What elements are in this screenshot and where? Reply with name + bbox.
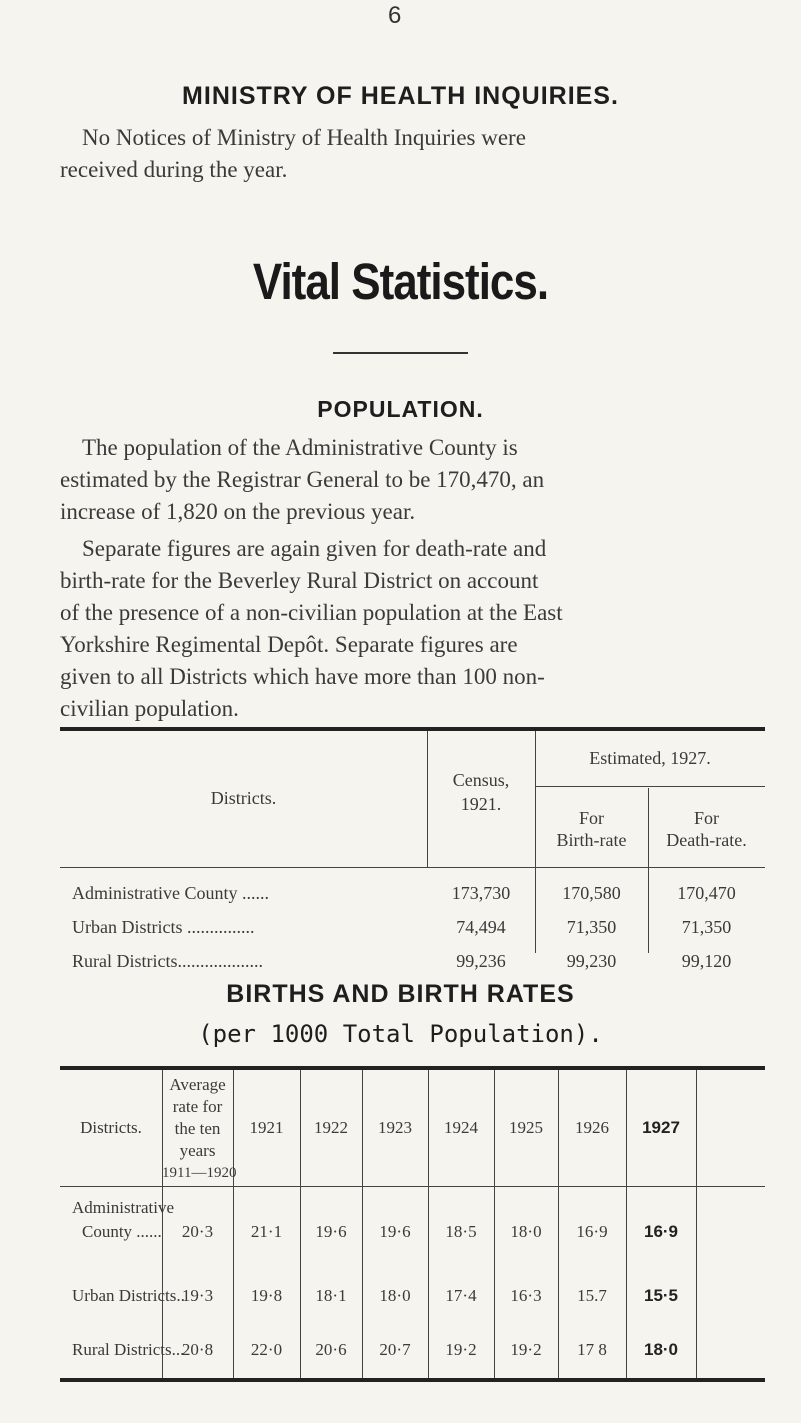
divider	[333, 352, 468, 354]
text-line: Separate figures are again given for death-rate and	[82, 536, 547, 561]
row-district: County ......	[82, 1222, 162, 1241]
row-value: 19·3	[181, 1286, 214, 1305]
row-value: 20·3	[181, 1222, 214, 1241]
header-year: 1921	[249, 1118, 284, 1137]
row-birth: 170,580	[562, 883, 621, 903]
row-value: 19·6	[315, 1222, 347, 1241]
text-line: The population of the Administrative County is	[82, 435, 518, 460]
row-value: 19·8	[250, 1286, 283, 1305]
row-value: 20·8	[181, 1340, 214, 1359]
table-column-rule	[696, 1070, 697, 1378]
ministry-paragraph	[60, 122, 740, 186]
header-birth-rate: For	[578, 808, 604, 828]
table-header-rule	[535, 786, 765, 787]
row-value: 19·2	[510, 1340, 542, 1359]
header-average-line: 1911—1920	[162, 1165, 237, 1181]
population-heading: POPULATION.	[317, 396, 484, 422]
population-paragraph-1	[60, 432, 740, 528]
header-districts: Districts.	[80, 1118, 142, 1137]
header-districts: Districts.	[210, 788, 277, 808]
row-value: 18·1	[315, 1286, 347, 1305]
row-value: 19·6	[379, 1222, 411, 1241]
row-value: 21·1	[250, 1222, 283, 1241]
vital-statistics-title: Vital Statistics.	[252, 254, 549, 311]
row-value: 16·9	[643, 1222, 679, 1241]
row-census: 74,494	[456, 917, 506, 937]
row-value: 18·0	[643, 1340, 679, 1359]
header-year: 1925	[509, 1118, 543, 1137]
header-average-line: years	[179, 1141, 216, 1160]
row-district: Urban Districts..	[72, 1286, 185, 1305]
text-line: estimated by the Registrar General to be 170,470, an	[60, 467, 545, 492]
row-birth: 99,230	[566, 951, 617, 971]
row-census: 99,236	[456, 951, 506, 971]
row-value: 15·5	[643, 1286, 679, 1305]
row-value: 16·9	[576, 1222, 608, 1241]
table-bottom-rule	[60, 1378, 765, 1382]
births-subheading: (per 1000 Total Population).	[198, 1020, 603, 1048]
text-line: increase of 1,820 on the previous year.	[60, 499, 416, 524]
text-line: of the presence of a non-civilian population at the East	[60, 600, 563, 625]
row-value: 17·4	[445, 1286, 477, 1305]
table-top-rule	[60, 727, 765, 731]
row-district: Urban Districts ...............	[72, 917, 255, 937]
row-death: 71,350	[681, 917, 732, 937]
row-birth: 71,350	[566, 917, 617, 937]
header-census: Census,	[452, 770, 510, 790]
header-year: 1926	[575, 1118, 609, 1137]
header-death-rate: Death-rate.	[666, 830, 747, 850]
row-census: 173,730	[451, 883, 511, 903]
ministry-heading: MINISTRY OF HEALTH INQUIRIES.	[182, 82, 619, 110]
table-header-rule	[60, 867, 765, 868]
row-value: 18·0	[379, 1286, 411, 1305]
ministry-line: No Notices of Ministry of Health Inquiries were	[82, 125, 526, 150]
row-value: 16·3	[510, 1286, 542, 1305]
row-value: 17 8	[577, 1340, 607, 1359]
text-line: given to all Districts which have more than 100 non-	[60, 664, 545, 689]
header-average-line: Average	[169, 1075, 226, 1094]
header-average	[162, 1074, 237, 1184]
header-year: 1922	[314, 1118, 348, 1137]
row-value: 18·5	[445, 1222, 477, 1241]
ministry-line: received during the year.	[60, 157, 288, 182]
text-line: birth-rate for the Beverley Rural District on account	[60, 568, 539, 593]
row-value: 20·6	[315, 1340, 347, 1359]
row-value: 18·0	[510, 1222, 542, 1241]
row-value: 20·7	[379, 1340, 411, 1359]
row-value: 15.7	[577, 1286, 607, 1305]
row-value: 22·0	[250, 1340, 283, 1359]
row-district: Administrative	[72, 1198, 174, 1217]
table-top-rule	[60, 1066, 765, 1070]
header-year: 1927	[642, 1118, 680, 1137]
header-death-rate: For	[693, 808, 719, 828]
header-year: 1923	[378, 1118, 412, 1137]
row-death: 170,470	[677, 883, 736, 903]
row-district: Rural Districts...	[72, 1340, 185, 1359]
header-estimated: Estimated, 1927.	[589, 748, 711, 768]
row-death: 99,120	[681, 951, 732, 971]
text-line: civilian population.	[60, 696, 239, 721]
row-district: Administrative County ......	[72, 883, 269, 903]
header-birth-rate: Birth-rate	[556, 830, 627, 850]
header-census-year: 1921.	[460, 794, 502, 814]
row-value: 19·2	[445, 1340, 477, 1359]
header-average-line: rate for	[172, 1097, 223, 1116]
table-header-rule	[60, 1186, 765, 1187]
row-district: Rural Districts...................	[72, 951, 263, 971]
header-year: 1924	[444, 1118, 478, 1137]
text-line: Yorkshire Regimental Depôt. Separate figures are	[60, 632, 518, 657]
header-average-line: the ten	[174, 1119, 221, 1138]
births-heading: BIRTHS AND BIRTH RATES	[226, 980, 575, 1008]
population-paragraph-2	[60, 533, 740, 725]
